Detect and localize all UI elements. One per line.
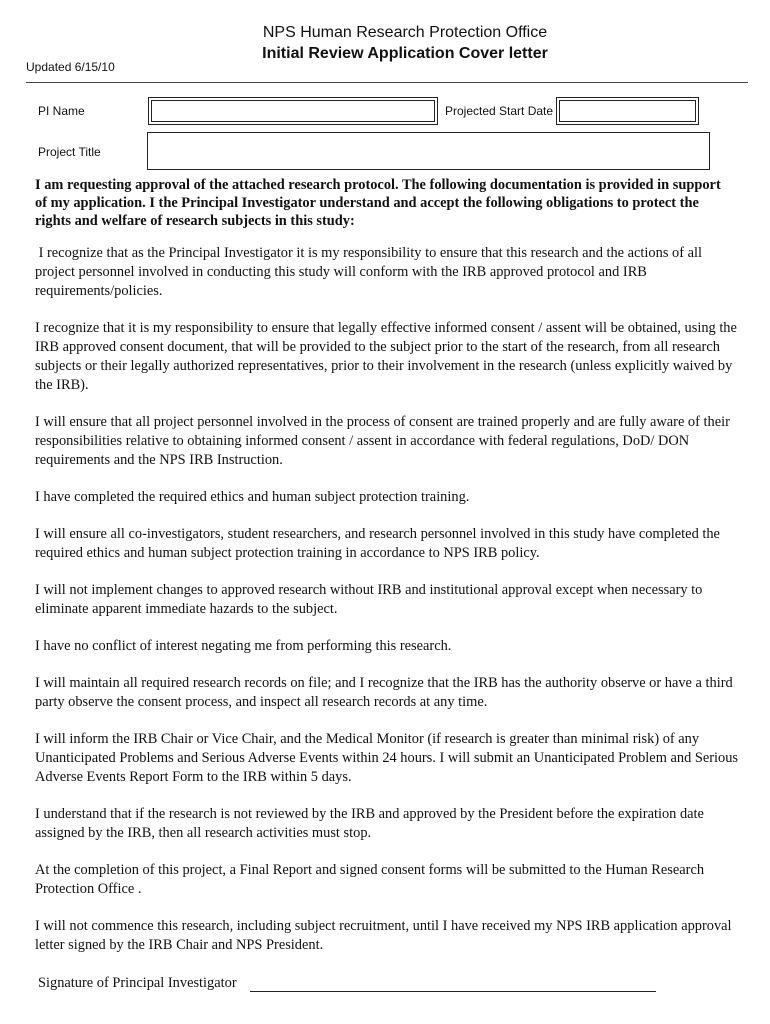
signature-label: Signature of Principal Investigator — [38, 975, 237, 991]
obligation-paragraph: I will not commence this research, including subject recruitment, until I have received my NPS IRB application approval letter signed by the IRB Chair and NPS President. — [35, 918, 732, 953]
obligation-paragraph: I have completed the required ethics and human subject protection training. — [35, 489, 470, 505]
obligation-paragraph: I recognize that it is my responsibility to ensure that legally effective informed consent / assent will be obtained, using the IRB approved consent document, that will be provided to the subject prior to the start of the research, from all research subjects or their legally authorized representatives, prior to their involvement in the research (unless explicitly waived by the IRB). — [35, 320, 737, 393]
project-title-field[interactable] — [147, 132, 710, 170]
header-divider — [26, 82, 748, 83]
obligation-paragraph: I will inform the IRB Chair or Vice Chair, and the Medical Monitor (if research is greater than minimal risk) of any Unanticipated Problems and Serious Adverse Events within 24 hours. I will submit an Unanticipated Problem and Serious Adverse Events Report Form to the IRB within 5 days. — [35, 731, 739, 785]
office-title: NPS Human Research Protection Office — [262, 24, 548, 41]
obligation-paragraph: I will ensure all co-investigators, student researchers, and research personnel involved in this study have completed the required ethics and human subject protection training in accordance to NPS IRB policy. — [35, 526, 720, 561]
obligation-paragraph: I will maintain all required research records on file; and I recognize that the IRB has the authority observe or have a third party observe the consent process, and inspect all research records at any time. — [35, 675, 733, 710]
obligation-paragraph: I will ensure that all project personnel involved in the process of consent are trained properly and are fully aware of their responsibilities relative to obtaining informed consent / assent in accordance with federal regulations, DoD/ DON requirements and the NPS IRB Instruction. — [35, 414, 730, 468]
obligation-paragraph: I recognize that as the Principal Investigator it is my responsibility to ensure that this research and the actions of all project personnel involved in conducting this study will conform with the IRB approved protocol and IRB requirements/policies. — [35, 245, 706, 299]
signature-line[interactable] — [250, 991, 656, 992]
project-title-label: Project Title — [38, 145, 101, 159]
obligation-paragraph: I will not implement changes to approved research without IRB and institutional approval except when necessary to eliminate apparent immediate hazards to the subject. — [35, 582, 703, 617]
form-title: Initial Review Application Cover letter — [262, 45, 548, 62]
projected-start-date-field[interactable] — [556, 97, 699, 125]
obligations-list — [35, 244, 745, 973]
pi-name-field[interactable] — [148, 97, 438, 125]
obligation-paragraph: I understand that if the research is not reviewed by the IRB and approved by the President before the expiration date assigned by the IRB, then all research activities must stop. — [35, 806, 704, 841]
intro-statement: I am requesting approval of the attached research protocol. The following documentation is provided in support of my application. I the Principal Investigator understand and accept the following obligations to protect the rights and welfare of research subjects in this study: — [35, 177, 721, 229]
obligation-paragraph: I have no conflict of interest negating me from performing this research. — [35, 638, 452, 654]
obligation-paragraph: At the completion of this project, a Final Report and signed consent forms will be submitted to the Human Research Protection Office . — [35, 862, 705, 897]
updated-date: Updated 6/15/10 — [26, 60, 115, 74]
pi-name-label: PI Name — [38, 104, 85, 118]
projected-start-date-label: Projected Start Date — [445, 104, 554, 118]
